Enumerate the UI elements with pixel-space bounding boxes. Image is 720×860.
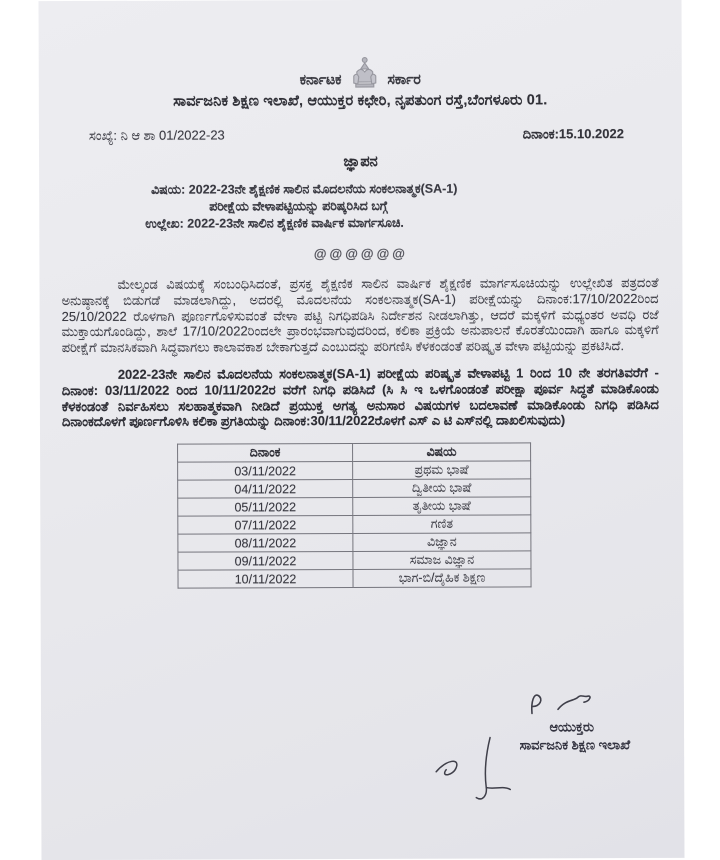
subject-block — [39, 180, 682, 233]
subject-line-2: ಪರೀಕ್ಷೆಯ ವೇಳಾಪಟ್ಟಿಯನ್ನು ಪರಿಷ್ಕರಿಸಿದ ಬಗ್ಗೆ — [209, 198, 388, 214]
exam-date: 10/11/2022 — [178, 570, 353, 589]
government-header — [39, 51, 682, 89]
body-paragraph-2: 2022-23ನೇ ಸಾಲಿನ ಮೊದಲನೆಯ ಸಂಕಲನಾತ್ಮಕ(SA-1) ಪರೀಕ್ಷೆಯ ಪರಿಷ್ಕೃತ ವೇಳಾಪಟ್ಟಿ 1 ರಿಂದ 10 ನೇ ತರಗತಿವರೆಗೆ - ದಿನಾಂಕ: 03/11/2022 ರಿಂದ 10/11/2022ರ ವರೆಗೆ ನಿಗಧಿ ಪಡಿಸಿದೆ (ಸಿ ಸಿ ಇ ಒಳಗೊಂಡಂತೆ ಪರೀಕ್ಷಾ ಪೂರ್ವ ಸಿದ್ಧತೆ ಮಾಡಿಕೊಂಡು ಕೆಳಕಂಡಂತೆ ನಿರ್ವಹಿಸಲು ಸಲಹಾತ್ಮಕವಾಗಿ ನೀಡಿದೆ ಪ್ರಯುಕ್ತ ಅಗತ್ಯ ಅನುಸಾರ ವಿಷಯಗಳ ಬದಲಾವಣೆ ಮಾಡಿಕೊಂಡು ನಿಗಧಿ ಪಡಿಸಿದ ದಿನಾಂಕದೊಳಗೆ ಪೂರ್ಣಗೊಳಿಸಿ ಕಲಿಕಾ ಪ್ರಗತಿಯನ್ನು ದಿನಾಂಕ:30/11/2022ರೊಳಗೆ ಎಸ್ ಎ ಟಿ ಎಸ್‌ನಲ್ಲಿ ದಾಖಲಿಸುವುದು) — [61, 364, 659, 430]
table-row — [178, 497, 531, 516]
exam-subject: ತೃತೀಯ ಭಾಷೆ — [353, 497, 531, 516]
exam-subject: ಸಮಾಜ ವಿಜ್ಞಾನ — [353, 551, 531, 570]
exam-subject: ಪ್ರಥಮ ಭಾಷೆ — [353, 461, 531, 480]
subject-line-1 — [151, 180, 682, 199]
memo-title: ಜ್ಞಾಪನ — [343, 153, 378, 171]
exam-date: 05/11/2022 — [178, 498, 353, 517]
reference-line — [145, 214, 682, 233]
signature-block — [376, 687, 636, 818]
office-address-line: ಸಾರ್ವಜನಿಕ ಶಿಕ್ಷಣ ಇಲಾಖೆ, ಆಯುಕ್ತರ ಕಛೇರಿ, ನೃಪತುಂಗ ರಸ್ತೆ,ಬೆಂಗಳೂರು 01. — [173, 92, 548, 110]
body-paragraph-1: ಮೇಲ್ಕಂಡ ವಿಷಯಕ್ಕೆ ಸಂಬಂಧಿಸಿದಂತೆ, ಪ್ರಸಕ್ತ ಶೈಕ್ಷಣಿಕ ಸಾಲಿನ ವಾರ್ಷಿಕ ಶೈಕ್ಷಣಿಕ ಮಾರ್ಗಸೂಚಿಯನ್ನು ಉಲ್ಲೇಖಿತ ಪತ್ರದಂತೆ ಅನುಷ್ಠಾನಕ್ಕೆ ಬಿಡುಗಡೆ ಮಾಡಲಾಗಿದ್ದು, ಅದರಲ್ಲಿ ಮೊದಲನೆಯ ಸಂಕಲನಾತ್ಮಕ(SA-1) ಪರೀಕ್ಷೆಯನ್ನು ದಿನಾಂಕ:17/10/2022ರಿಂದ 25/10/2022 ರೊಳಗಾಗಿ ಪೂರ್ಣಗೊಳಿಸುವಂತೆ ವೇಳಾ ಪಟ್ಟಿ ನಿಗಧಿಪಡಿಸಿ ನಿರ್ದೇಶನ ನೀಡಲಾಗಿತ್ತು, ಆದರೆ ಮಕ್ಕಳಿಗೆ ಮಧ್ಯಂತರ ಅವಧಿ ರಜೆ ಮುಕ್ತಾಯಗೊಂಡಿದ್ದು, ಶಾಲೆ 17/10/2022ರಿಂದಲೇ ಪ್ರಾರಂಭವಾಗುವುದರಿಂದ, ಕಲಿಕಾ ಪ್ರಕ್ರಿಯೆ ಅನುಪಾಲನೆ ಕೊರತೆಯಿಂದಾಗಿ ಹಾಗೂ ಮಕ್ಕಳಿಗೆ ಪರೀಕ್ಷೆಗೆ ಮಾನಸಿಕವಾಗಿ ಸಿದ್ಧವಾಗಲು ಕಾಲಾವಕಾಶ ಬೇಕಾಗುತ್ತದೆ ಎಂಬುದನ್ನು ಪರಿಗಣಿಸಿ ಕೆಳಕಂಡಂತೆ ಪರಿಷ್ಕೃತ ವೇಳಾ ಪಟ್ಟಿಯನ್ನು ಪ್ರಕಟಿಸಿದೆ. — [61, 274, 659, 356]
gov-word-left: ಕರ್ನಾಟಕ — [299, 71, 342, 88]
at-sign-separator: @@@@@@ — [313, 245, 408, 262]
column-header-subject: ವಿಷಯ — [353, 443, 531, 462]
signature-flourish-icon — [426, 731, 546, 811]
exam-timetable — [177, 443, 532, 589]
subject-label: ವಿಷಯ: — [151, 182, 186, 197]
reference-text: 2022-23ನೇ ಸಾಲಿನ ಶೈಕ್ಷಣಿಕ ವಾರ್ಷಿಕ ಮಾರ್ಗಸೂಚಿ. — [187, 215, 404, 231]
table-row — [178, 569, 531, 588]
scanned-memo-document — [39, 0, 685, 860]
exam-date: 03/11/2022 — [178, 462, 353, 481]
memo-date: ದಿನಾಂಕ:15.10.2022 — [522, 126, 624, 142]
exam-date: 09/11/2022 — [178, 552, 353, 571]
table-row — [178, 533, 531, 552]
table-row — [178, 479, 531, 498]
signatory-department: ಸಾರ್ವಜನಿಕ ಶಿಕ್ಷಣ ಇಲಾಖೆ — [519, 737, 631, 753]
table-header-row — [178, 443, 531, 462]
gov-word-right: ಸರ್ಕಾರ — [387, 70, 421, 87]
karnataka-state-emblem-icon — [349, 52, 379, 94]
exam-subject: ಗಣಿತ — [353, 515, 531, 534]
reference-label: ಉಲ್ಲೇಖ: — [145, 216, 184, 231]
table-row — [178, 461, 531, 480]
column-header-date: ದಿನಾಂಕ — [178, 444, 353, 463]
exam-date: 04/11/2022 — [178, 480, 353, 499]
table-row — [178, 551, 531, 570]
exam-date: 07/11/2022 — [178, 516, 353, 535]
exam-subject: ಭಾಗ-ಬಿ/ದೈಹಿಕ ಶಿಕ್ಷಣ — [353, 569, 531, 588]
table-row — [178, 515, 531, 534]
handwritten-signature-icon — [518, 687, 608, 721]
exam-date: 08/11/2022 — [178, 534, 353, 553]
subject-text-1: 2022-23ನೇ ಶೈಕ್ಷಣಿಕ ಸಾಲಿನ ಮೊದಲನೆಯ ಸಂಕಲನಾತ್ಮಕ(SA-1) — [188, 181, 458, 197]
reference-number: ಸಂಖ್ಯೆ: ನಿ ಆ ಶಾ 01/2022-23 — [88, 127, 225, 143]
exam-subject: ದ್ವಿತೀಯ ಭಾಷೆ — [353, 479, 531, 498]
reference-row — [39, 126, 682, 144]
exam-subject: ವಿಜ್ಞಾನ — [353, 533, 531, 552]
signatory-title: ಆಯುಕ್ತರು — [549, 719, 595, 735]
